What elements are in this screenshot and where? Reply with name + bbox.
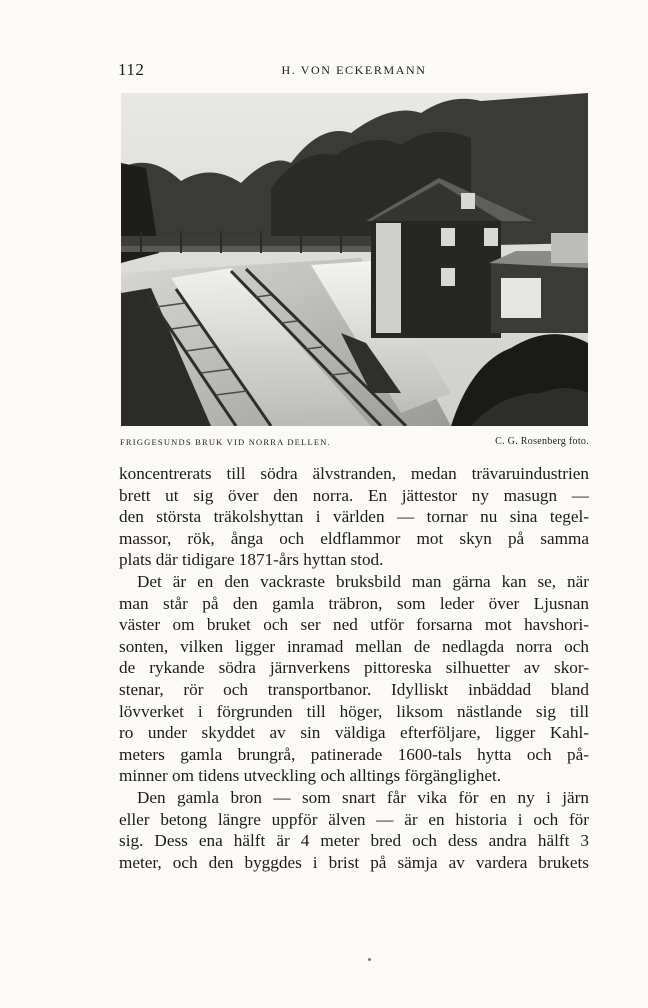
text-line: de rykande södra järnverkens pittoreska silhuetter av skor- [119,658,589,678]
photo-credit: C. G. Rosenberg foto. [495,436,589,447]
text-line: plats där tidigare 1871-års hyttan stod. [119,550,384,570]
mill-photograph [121,93,588,426]
text-line: sonten, vilken ligger inramad mellan de nedlagda norra och [119,636,589,656]
text-line: den största träkolshyttan i världen — tornar nu sina tegel- [119,507,589,527]
ink-speck [368,958,371,961]
body-text [119,463,589,873]
text-line: meters gamla brungrå, patinerade 1600-tals hytta och på- [119,744,589,764]
text-line: eller betong längre uppför älven — är en historia i och för [119,809,589,829]
page-number: 112 [118,60,145,79]
text-line: man står på den gamla träbron, som leder över Ljusnan [119,593,589,613]
running-title: H. VON ECKERMANN [281,63,427,77]
text-line: minner om tidens utveckling och alltings förgänglighet. [119,766,502,786]
text-line: massor, rök, ånga och eldflammor mot skyn på samma [119,528,589,548]
text-line: stenar, rör och transportbanor. Idylliskt inbäddad bland [119,679,589,699]
text-line: Den gamla bron — som snart får vika för en ny i järn [137,787,589,807]
text-line: sig. Dess ena hälft är 4 meter bred och dess andra hälft 3 [119,831,589,851]
text-line: brett ut sig över den norra. En jättestor ny masugn — [119,485,589,505]
text-line: lövverket i förgrunden till höger, liksom nästlande sig till [119,701,589,721]
text-line: väster om bruket och ser ned utför forsarna mot havshori- [119,615,589,635]
figure-caption: FRIGGESUNDS BRUK VID NORRA DELLEN. [120,437,331,447]
text-line: koncentrerats till södra älvstranden, medan trävaruindustrien [119,464,589,483]
text-line: Det är en den vackraste bruksbild man gärna kan se, när [137,571,589,591]
text-line: meter, och den byggdes i brist på sämja av vardera brukets [119,852,589,872]
text-line: ro under skyddet av sin väldiga efterföljare, ligger Kahl- [119,723,589,743]
